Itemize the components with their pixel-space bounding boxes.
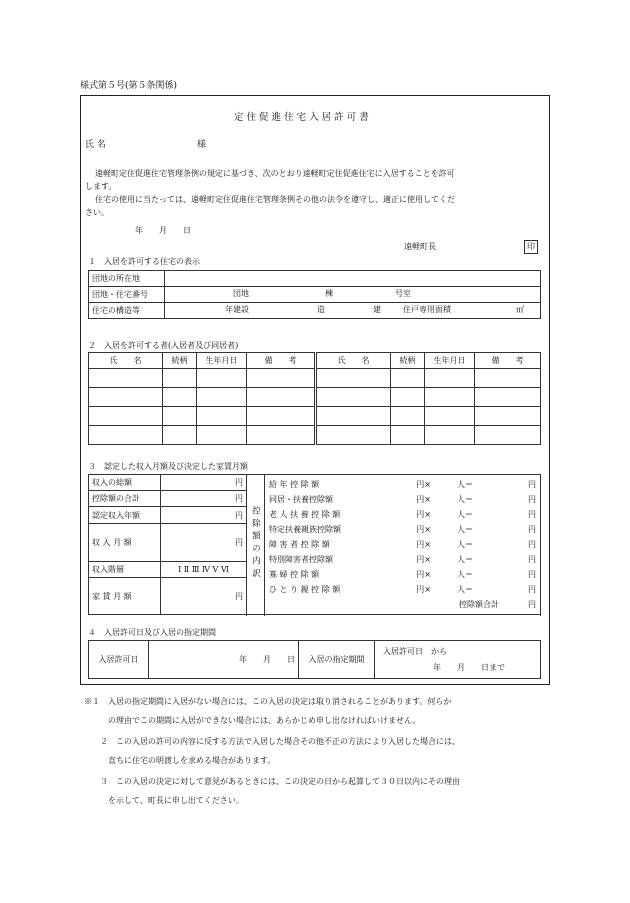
estate-unit: 団地 <box>233 289 249 298</box>
period-to: 年 月 日まで <box>433 663 505 672</box>
form-id: 様式第５号(第５条関係) <box>80 81 178 91</box>
monthly-income-value[interactable]: 円 <box>161 523 247 562</box>
body-line-2: します。 <box>85 182 117 191</box>
income-class-options[interactable]: Ⅰ Ⅱ Ⅲ Ⅳ Ⅴ Ⅵ <box>161 562 247 578</box>
col-remarks: 備 考 <box>475 353 541 369</box>
note-2-line-1: ２ この入居の許可の内容に反する方法で入居した場合その他不正の方法により入居した場合には、 <box>100 737 460 746</box>
deduction-sum-row[interactable]: 控除額合計 円 <box>459 600 536 609</box>
period-label: 入居の指定期間 <box>299 641 375 679</box>
note-3-line-2: を示して、町長に申し出てください。 <box>108 796 244 805</box>
room-unit: 号室 <box>395 289 411 298</box>
note-1-line-1: ※１ 入居の指定期間に入居がない場合には、この入居の決定は取り消されることがあります。何らか <box>84 697 452 706</box>
issuer: 遠軽町長 <box>404 242 436 251</box>
note-1-line-2: の理由でこの期間に入居ができない場合には、あらかじめ申し出なければいけません。 <box>108 716 421 725</box>
housing-number-label: 団地・住宅番号 <box>89 287 165 303</box>
seal-mark: 印 <box>524 240 538 254</box>
recognized-annual-label: 認定収入年額 <box>89 507 161 523</box>
list-item[interactable]: 寡 婦 控 除 額 円× 人＝ 円 <box>269 570 536 579</box>
rent-label: 家 賃 月 額 <box>89 578 161 615</box>
table-row[interactable] <box>89 426 315 445</box>
recognized-annual-value[interactable]: 円 <box>161 507 247 523</box>
note-2-line-2: 直ちに住宅の明渡しを求める場合があります。 <box>108 756 276 765</box>
form-title: 定 住 促 進 住 宅 入 居 許 可 書 <box>234 112 369 123</box>
housing-structure-label: 住宅の構造等 <box>89 303 165 319</box>
body-line-3: 住宅の使用に当たっては、遠軽町定住促進住宅管理条例その他の法令を遵守し、適正に使用してくだ <box>95 195 455 204</box>
list-item[interactable]: 特別障害者控除額 円× 人＝ 円 <box>269 555 536 564</box>
floor-area-label: 住戸専用面積 <box>403 305 451 314</box>
residents-table-right <box>316 352 541 445</box>
table-row[interactable] <box>89 388 315 407</box>
col-birthdate: 生年月日 <box>197 353 247 369</box>
built-year-unit: 年建設 <box>225 305 249 314</box>
list-item[interactable]: ひ と り 親 控 除 額 円× 人＝ 円 <box>269 585 536 594</box>
period-from: 入居許可日 から <box>383 647 447 656</box>
col-name: 氏 名 <box>89 353 163 369</box>
col-birthdate: 生年月日 <box>425 353 475 369</box>
building-unit: 棟 <box>325 289 333 298</box>
housing-location-label: 団地の所在地 <box>89 271 165 287</box>
section2-heading: ２ 入居を許可する者(入居者及び同居者) <box>88 341 239 350</box>
table-row[interactable] <box>89 407 315 426</box>
note-3-line-1: ３ この入居の決定に対して意見があるときには、この決定の日から起算して３０日以内にその理由 <box>100 777 460 786</box>
table-row[interactable] <box>317 407 541 426</box>
list-item[interactable]: 給 年 控 除 額 円× 人＝ 円 <box>269 480 536 489</box>
table-row[interactable] <box>317 388 541 407</box>
list-item[interactable]: 障 害 者 控 除 額 円× 人＝ 円 <box>269 540 536 549</box>
construction-unit: 造 <box>317 305 325 314</box>
income-table <box>88 474 541 615</box>
recipient-name-label: 氏 名 <box>85 140 106 150</box>
storeys-unit: 建 <box>373 305 381 314</box>
deduction-breakdown <box>265 475 541 615</box>
col-name: 氏 名 <box>317 353 391 369</box>
deduction-total-value[interactable]: 円 <box>161 491 247 507</box>
body-line-1: 遠軽町定住促進住宅管理条例の規定に基づき、次のとおり遠軽町定住促進住宅に入居することを許可 <box>95 169 455 178</box>
income-class-label: 収入階層 <box>89 562 161 578</box>
rent-value[interactable]: 円 <box>161 578 247 615</box>
income-total-label: 収入の総額 <box>89 475 161 491</box>
section1-heading: １ 入居を許可する住宅の表示 <box>88 257 200 266</box>
table-row[interactable] <box>317 369 541 388</box>
housing-location-value[interactable] <box>165 271 541 287</box>
permit-date-value[interactable]: 年 月 日 <box>149 641 299 679</box>
period-value[interactable] <box>375 641 541 679</box>
col-relation: 続柄 <box>163 353 197 369</box>
issue-date: 年 月 日 <box>135 226 191 235</box>
residents-table-left <box>88 352 315 445</box>
monthly-income-label: 収 入 月 額 <box>89 523 161 562</box>
list-item[interactable]: 同居・扶養控除額 円× 人＝ 円 <box>269 495 536 504</box>
section4-heading: ４ 入居許可日及び入居の指定期間 <box>88 628 216 637</box>
deduction-list <box>269 477 536 612</box>
recipient-suffix: 様 <box>197 140 207 150</box>
period-table <box>88 640 541 679</box>
col-remarks: 備 考 <box>247 353 315 369</box>
deduction-total-label: 控除額の合計 <box>89 491 161 507</box>
table-row[interactable] <box>89 369 315 388</box>
housing-number-value[interactable] <box>165 287 541 303</box>
housing-table <box>88 270 541 319</box>
income-total-value[interactable]: 円 <box>161 475 247 491</box>
section3-heading: ３ 認定した収入月額及び決定した家賃月額 <box>88 462 248 471</box>
deduction-breakdown-label: 控除額の内訳 <box>247 475 265 615</box>
housing-structure-value[interactable] <box>165 303 541 319</box>
list-item[interactable]: 老 人 扶 養 控 除 額 円× 人＝ 円 <box>269 510 536 519</box>
area-unit: ㎡ <box>516 305 524 314</box>
list-item[interactable]: 特定扶養親族控除額 円× 人＝ 円 <box>269 525 536 534</box>
body-line-4: さい。 <box>85 208 109 217</box>
permit-date-label: 入居許可日 <box>89 641 149 679</box>
table-row[interactable] <box>317 426 541 445</box>
col-relation: 続柄 <box>391 353 425 369</box>
